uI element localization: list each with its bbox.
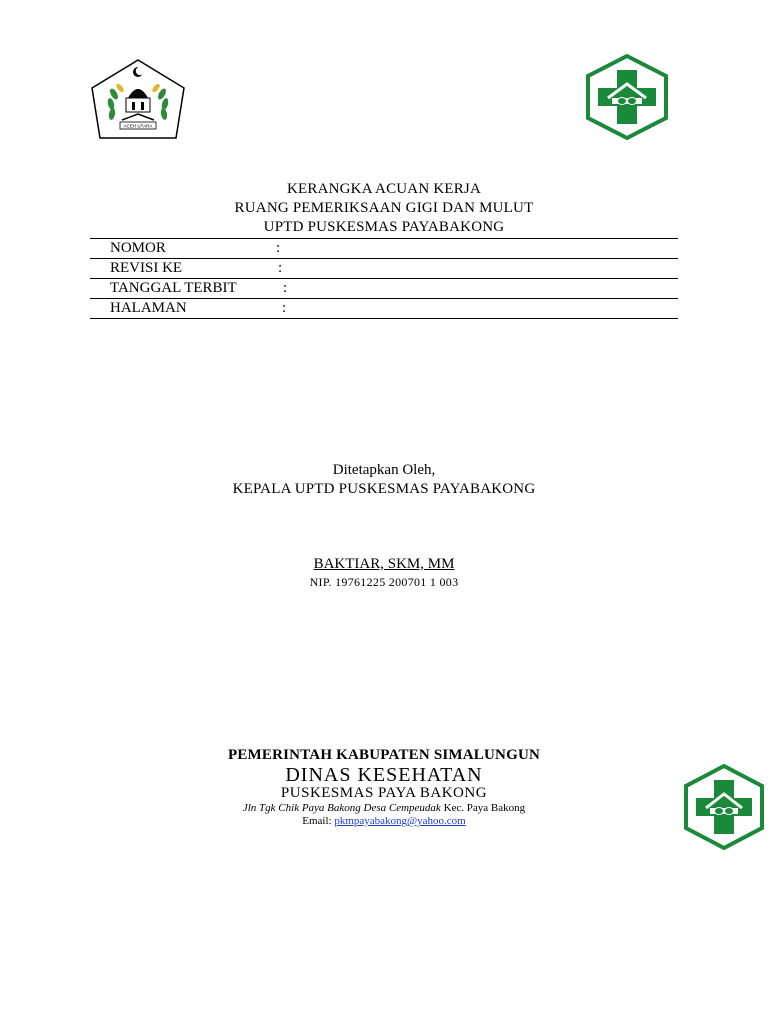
- signature-position: KEPALA UPTD PUSKESMAS PAYABAKONG: [232, 481, 536, 497]
- footer-address-plain: Kec. Paya Bakong: [440, 802, 526, 814]
- puskesmas-logo-icon: [582, 54, 672, 140]
- footer-puskesmas: PUSKESMAS PAYA BAKONG: [280, 785, 488, 801]
- signature-established-by: Ditetapkan Oleh,: [332, 462, 436, 478]
- info-colon: :: [278, 260, 283, 276]
- info-row-nomor: [90, 238, 678, 258]
- document-info-table: [90, 238, 678, 319]
- crest-banner-text: ACEH UTARA: [123, 123, 153, 129]
- footer-department: DINAS KESEHATAN: [285, 764, 483, 786]
- footer-email-link[interactable]: pkmpayabakong@yahoo.com: [334, 815, 466, 827]
- document-title-line-3: UPTD PUSKESMAS PAYABAKONG: [263, 219, 505, 235]
- footer-address: [0, 802, 768, 814]
- info-colon: :: [283, 280, 288, 296]
- signatory-name-text: BAKTIAR, SKM, MM: [313, 556, 455, 572]
- footer-email: [0, 815, 768, 827]
- info-label: HALAMAN: [110, 300, 187, 316]
- footer-email-label: Email:: [302, 815, 335, 827]
- info-row-revisi: [90, 258, 678, 278]
- footer-address-italic: Jln Tgk Chik Paya Bakong Desa Cempeudak: [242, 802, 441, 814]
- footer-government: PEMERINTAH KABUPATEN SIMALUNGUN: [227, 747, 541, 763]
- info-label: NOMOR: [110, 240, 166, 256]
- info-label: REVISI KE: [110, 260, 183, 276]
- info-colon: :: [282, 300, 287, 316]
- info-colon: :: [276, 240, 281, 256]
- regency-crest-icon: [90, 58, 186, 140]
- signatory-name: [0, 556, 768, 573]
- info-label: TANGGAL TERBIT: [110, 280, 237, 296]
- info-row-tanggal-terbit: [90, 278, 678, 298]
- signatory-nip: NIP. 19761225 200701 1 003: [309, 575, 459, 589]
- info-row-halaman: [90, 298, 678, 319]
- document-title-line-1: KERANGKA ACUAN KERJA: [286, 181, 481, 197]
- puskesmas-logo-icon: [680, 764, 768, 850]
- document-title-line-2: RUANG PEMERIKSAAN GIGI DAN MULUT: [234, 200, 534, 216]
